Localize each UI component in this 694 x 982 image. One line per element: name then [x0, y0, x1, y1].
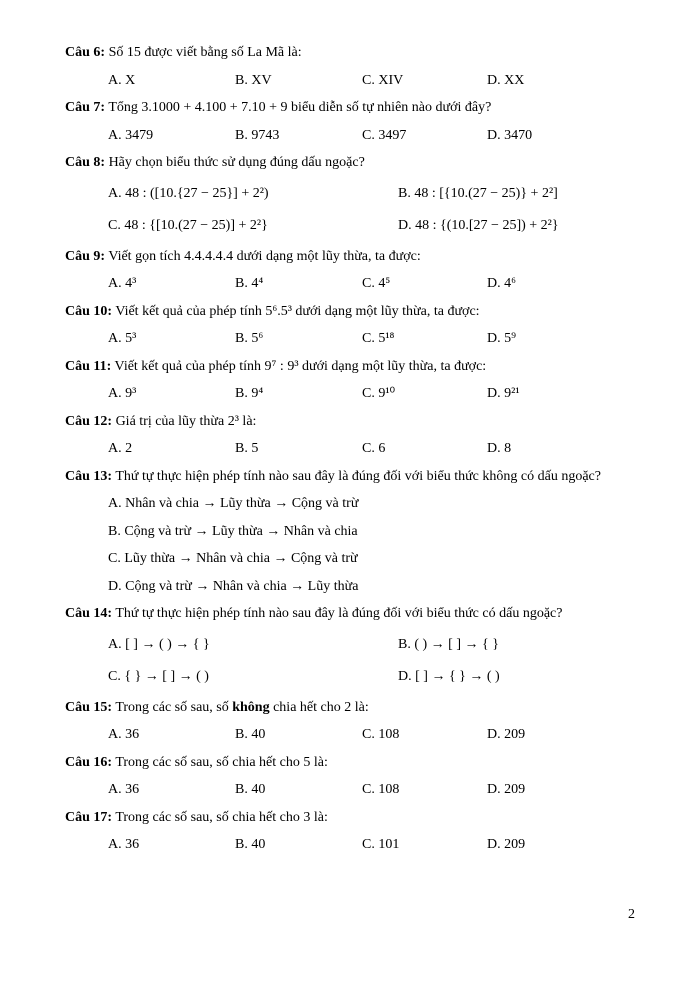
- option-C: [362, 72, 487, 90]
- option-A: [108, 275, 235, 293]
- option-key: A.: [108, 636, 122, 652]
- option-A: [108, 72, 235, 90]
- document-content: [65, 44, 645, 864]
- option-key: A.: [108, 127, 122, 143]
- question-title-text: Viết kết quả của phép tính 9⁷ : 9³ dưới dạng một lũy thừa, ta được:: [114, 358, 487, 374]
- option-text: X: [125, 72, 136, 88]
- question-title: [65, 413, 645, 431]
- option-key: C.: [362, 441, 375, 456]
- option-key: C.: [108, 551, 121, 566]
- option-key: B.: [235, 72, 248, 88]
- option-key: C.: [362, 331, 375, 346]
- option-C: [362, 330, 487, 348]
- option-key: A.: [108, 496, 122, 511]
- option-key: C.: [108, 217, 121, 233]
- option-C: [362, 127, 487, 145]
- question-title-text: Tổng 3.1000 + 4.100 + 7.10 + 9 biểu diễn số tự nhiên nào dưới đây?: [108, 100, 492, 115]
- option-key: D.: [398, 217, 412, 233]
- option-key: D.: [487, 782, 501, 797]
- option-B: [235, 330, 362, 348]
- option-key: A.: [108, 331, 122, 346]
- option-A: [108, 440, 235, 458]
- option-text: [ ] → ( ) → { }: [125, 636, 210, 652]
- option-C: [108, 665, 398, 689]
- option-text: 48 : ([10.{27 − 25}] + 2²): [125, 185, 269, 201]
- question-label: Câu 11:: [65, 358, 112, 374]
- option-B: [108, 523, 645, 541]
- option-text: ( ) → [ ] → { }: [414, 636, 499, 652]
- option-key: D.: [487, 127, 501, 143]
- option-key: D.: [487, 441, 501, 456]
- question-title: [65, 605, 645, 623]
- option-text: 4⁴: [251, 276, 264, 291]
- option-text: 5¹⁸: [378, 331, 395, 346]
- option-text: 5⁹: [504, 331, 517, 346]
- option-text: Cộng và trừ → Nhân và chia → Lũy thừa: [125, 578, 359, 594]
- question-title-text: Hãy chọn biểu thức sử dụng đúng dấu ngoặc?: [108, 155, 365, 170]
- question-title-text: Số 15 được viết bằng số La Mã là:: [108, 45, 302, 60]
- option-A: [108, 836, 235, 854]
- question-title: [65, 154, 645, 172]
- options-row: [108, 127, 645, 145]
- option-key: C.: [362, 276, 375, 291]
- question-title-text: Trong các số sau, số chia hết cho 3 là:: [115, 809, 328, 825]
- question-label: Câu 7:: [65, 100, 106, 115]
- option-key: B.: [235, 782, 248, 797]
- option-D: [487, 127, 645, 145]
- question-title-text: Trong các số sau, số: [115, 699, 233, 715]
- option-key: B.: [235, 837, 248, 852]
- options-row: [108, 781, 645, 799]
- option-text: 36: [125, 837, 140, 852]
- option-text: 9¹⁰: [378, 386, 396, 401]
- option-text: 108: [378, 782, 400, 797]
- option-text: 8: [504, 441, 512, 456]
- question-title-text: Thứ tự thực hiện phép tính nào sau đây là đúng đối với biểu thức có dấu ngoặc?: [115, 606, 563, 621]
- option-A: [108, 633, 398, 657]
- option-text: 40: [251, 727, 266, 742]
- option-text: [ ] → { } → ( ): [415, 668, 500, 684]
- option-key: B.: [108, 523, 121, 539]
- option-C: [108, 214, 398, 238]
- option-B: [235, 440, 362, 458]
- option-D: [487, 781, 645, 799]
- option-key: A.: [108, 276, 122, 291]
- option-D: [487, 836, 645, 854]
- option-A: [108, 781, 235, 799]
- option-text: 48 : [{10.(27 − 25)} + 2²]: [414, 185, 558, 201]
- option-B: [235, 726, 362, 744]
- option-D: [487, 385, 645, 403]
- page-number: 2: [628, 907, 635, 922]
- question-title-text: không: [232, 699, 270, 715]
- option-text: 6: [378, 441, 386, 456]
- option-text: 9³: [125, 386, 137, 401]
- option-key: D.: [487, 727, 501, 742]
- option-A: [108, 127, 235, 145]
- option-A: [108, 495, 645, 513]
- option-text: 2: [125, 441, 133, 456]
- option-key: D.: [398, 668, 412, 684]
- option-A: [108, 182, 398, 206]
- question-title: [65, 99, 645, 117]
- option-key: A.: [108, 727, 122, 742]
- option-key: C.: [362, 127, 375, 143]
- options-row: [108, 633, 645, 689]
- option-B: [235, 781, 362, 799]
- option-D: [487, 330, 645, 348]
- option-D: [487, 275, 645, 293]
- option-C: [362, 726, 487, 744]
- option-B: [398, 182, 645, 206]
- question-label: Câu 15:: [65, 699, 113, 715]
- option-text: 209: [504, 727, 526, 742]
- option-text: 3497: [378, 127, 407, 143]
- question-title-text: Giá trị của lũy thừa 2³ là:: [115, 413, 257, 429]
- question-label: Câu 17:: [65, 809, 113, 825]
- option-D: [398, 665, 645, 689]
- option-key: D.: [487, 837, 501, 852]
- question-title: [65, 44, 645, 62]
- option-key: D.: [487, 72, 501, 88]
- options-row: [108, 726, 645, 744]
- option-C: [362, 385, 487, 403]
- option-key: B.: [398, 185, 411, 201]
- option-text: 3479: [125, 127, 154, 143]
- option-B: [235, 127, 362, 145]
- question-label: Câu 10:: [65, 303, 113, 319]
- option-text: 108: [378, 727, 400, 742]
- option-text: Cộng và trừ → Lũy thừa → Nhân và chia: [124, 523, 358, 539]
- option-B: [235, 275, 362, 293]
- option-key: D.: [487, 331, 501, 346]
- option-D: [487, 726, 645, 744]
- question-title: [65, 358, 645, 376]
- option-key: C.: [362, 386, 375, 401]
- option-text: 40: [251, 782, 266, 797]
- option-C: [362, 275, 487, 293]
- option-key: C.: [362, 837, 375, 852]
- option-C: [362, 440, 487, 458]
- option-key: A.: [108, 441, 122, 456]
- question-label: Câu 14:: [65, 606, 113, 621]
- option-text: 4⁵: [378, 276, 391, 291]
- option-B: [398, 633, 645, 657]
- option-text: 3470: [504, 127, 533, 143]
- option-text: 36: [125, 727, 140, 742]
- option-key: D.: [108, 578, 122, 594]
- option-key: B.: [235, 441, 248, 456]
- option-key: B.: [398, 636, 411, 652]
- question-label: Câu 16:: [65, 754, 113, 770]
- question-title: [65, 809, 645, 827]
- option-text: 5⁶: [251, 331, 264, 346]
- option-text: { } → [ ] → ( ): [124, 668, 209, 684]
- option-text: XX: [504, 72, 525, 88]
- question-title: [65, 303, 645, 321]
- option-key: B.: [235, 331, 248, 346]
- option-D: [398, 214, 645, 238]
- option-key: A.: [108, 837, 122, 852]
- question-label: Câu 9:: [65, 248, 106, 264]
- option-text: 5³: [125, 331, 137, 346]
- option-key: A.: [108, 386, 122, 401]
- option-text: 4⁶: [504, 276, 517, 291]
- option-key: C.: [362, 727, 375, 742]
- option-C: [362, 781, 487, 799]
- option-C: [362, 836, 487, 854]
- question-title: [65, 754, 645, 772]
- options-row: [108, 330, 645, 348]
- option-A: [108, 726, 235, 744]
- options-row: [108, 182, 645, 238]
- option-key: B.: [235, 386, 248, 401]
- option-text: 5: [251, 441, 259, 456]
- question-title: [65, 468, 645, 486]
- option-text: 9743: [251, 127, 280, 143]
- option-key: B.: [235, 276, 248, 291]
- option-text: Nhân và chia → Lũy thừa → Cộng và trừ: [125, 496, 359, 511]
- option-C: [108, 550, 645, 568]
- question-label: Câu 8:: [65, 155, 106, 170]
- question-title-text: chia hết cho 2 là:: [269, 699, 369, 715]
- options-row: [108, 440, 645, 458]
- option-text: XIV: [378, 72, 404, 88]
- options-row: [108, 275, 645, 293]
- option-B: [235, 836, 362, 854]
- question-title-text: Trong các số sau, số chia hết cho 5 là:: [115, 754, 328, 770]
- question-title: [65, 699, 645, 717]
- option-B: [235, 72, 362, 90]
- options-row: [108, 836, 645, 854]
- question-title-text: Viết gọn tích 4.4.4.4.4 dưới dạng một lũy thừa, ta được:: [108, 248, 421, 264]
- option-text: 4³: [125, 276, 137, 291]
- options-row: [108, 72, 645, 90]
- option-text: 209: [504, 782, 526, 797]
- option-A: [108, 385, 235, 403]
- question-title-text: Viết kết quả của phép tính 5⁶.5³ dưới dạng một lũy thừa, ta được:: [115, 303, 480, 319]
- option-text: 209: [504, 837, 526, 852]
- option-text: 40: [251, 837, 266, 852]
- option-text: Lũy thừa → Nhân và chia → Cộng và trừ: [124, 551, 358, 566]
- option-text: 48 : {(10.[27 − 25]) + 2²}: [415, 217, 559, 233]
- option-text: 9²¹: [504, 386, 520, 401]
- option-key: C.: [362, 782, 375, 797]
- option-D: [487, 72, 645, 90]
- option-B: [235, 385, 362, 403]
- options-row: [108, 385, 645, 403]
- option-key: A.: [108, 72, 122, 88]
- option-key: C.: [108, 668, 121, 684]
- option-text: 101: [378, 837, 400, 852]
- question-title-text: Thứ tự thực hiện phép tính nào sau đây là đúng đối với biểu thức không có dấu ngoặc?: [115, 468, 601, 484]
- option-key: A.: [108, 782, 122, 797]
- option-A: [108, 330, 235, 348]
- option-key: A.: [108, 185, 122, 201]
- option-D: [487, 440, 645, 458]
- option-key: B.: [235, 727, 248, 742]
- option-key: B.: [235, 127, 248, 143]
- question-label: Câu 13:: [65, 468, 113, 484]
- option-D: [108, 578, 645, 596]
- option-text: 9⁴: [251, 386, 264, 401]
- question-label: Câu 12:: [65, 413, 113, 429]
- option-text: 36: [125, 782, 140, 797]
- option-text: 48 : {[10.(27 − 25)] + 2²}: [124, 217, 268, 233]
- option-key: D.: [487, 386, 501, 401]
- option-key: D.: [487, 276, 501, 291]
- option-key: C.: [362, 72, 375, 88]
- question-label: Câu 6:: [65, 45, 106, 60]
- option-text: XV: [251, 72, 272, 88]
- question-title: [65, 248, 645, 266]
